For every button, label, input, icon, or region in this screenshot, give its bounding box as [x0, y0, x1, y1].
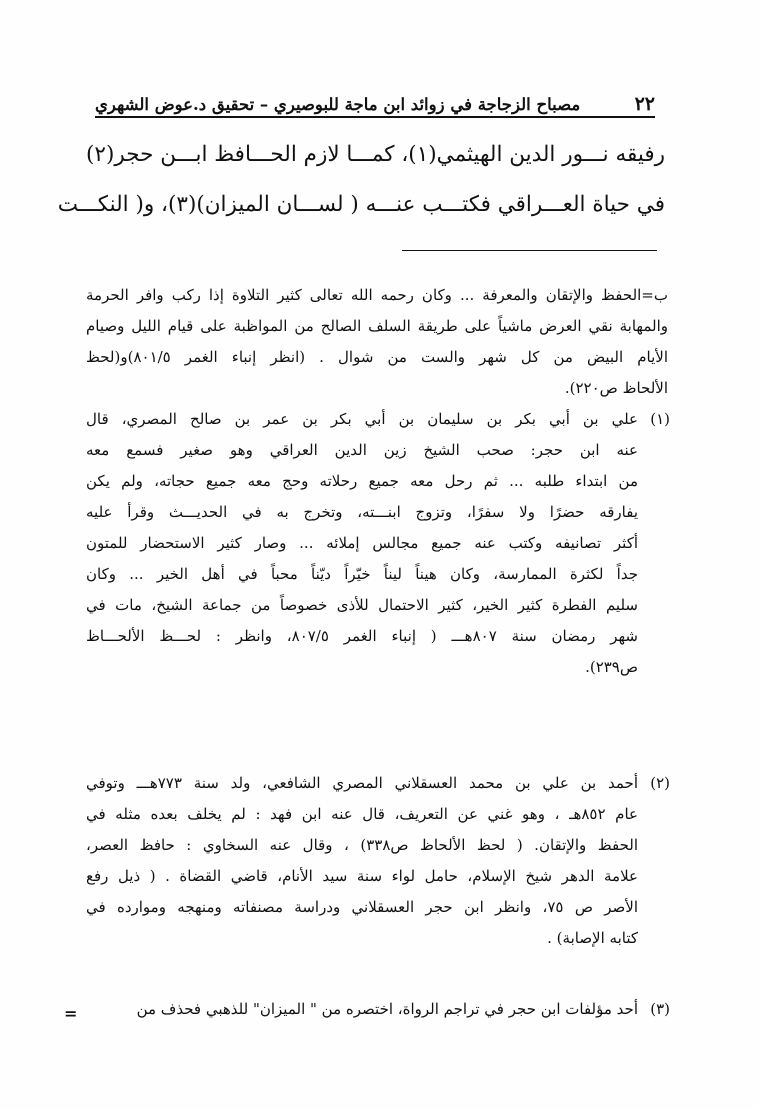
footnote-line: أحد مؤلفات ابن حجر في تراجم الرواة، اختصره من " الميزان" للذهبي فحذف من	[136, 1000, 638, 1018]
footnote-line: ب=الحفظ والإتقان والمعرفة ... وكان رحمه الله تعالى كثير التلاوة إذا ركب وافر الحرمة	[86, 286, 668, 304]
footnote-line: أحمد بن علي بن محمد العسقلاني المصري الشافعي، ولد سنة ٧٧٣هـــ وتوفي	[86, 774, 638, 792]
footnote-number: (٢)	[650, 774, 670, 792]
footnote-line: من ابتداء طلبه ... ثم رحل معه جميع رحلاته وحج معه جميع حجاته، ولم يكن	[86, 472, 638, 490]
footnote-line: كتابه الإصابة) .	[547, 929, 638, 947]
running-header	[95, 84, 655, 118]
footnote-line: عنه ابن حجر: صحب الشيخ زين الدين العراقي وهو صغير فسمع معه	[86, 441, 638, 459]
footnote-line: والمهابة نقي العرض ماشياً على طريقة السلف الصالح من المواظبة على قيام الليل وصيام	[86, 317, 668, 335]
footnote-line: علامة الدهر شيخ الإسلام، حامل لواء سنة سيد الأنام، قاضي القضاة . ( ذيل رفع	[86, 867, 638, 885]
footnote-continuation	[86, 280, 668, 404]
footnote-1	[86, 404, 670, 683]
page-number: ٢٢	[634, 93, 655, 115]
footnote-line: ص٢٣٩).	[585, 658, 638, 676]
footnote-separator	[402, 250, 657, 251]
footnote-line: الأصر ص ٧٥، وانظر ابن حجر العسقلاني ودراسة مصنفاته ومنهجه وموارده في	[86, 898, 638, 916]
main-text	[57, 130, 665, 230]
footnote-3	[86, 994, 670, 1025]
footnote-number: (٣)	[650, 1000, 670, 1018]
main-text-line: رفيقه نـــور الدين الهيثمي(١)، كمـــا لازم الحـــافظ ابـــن حجر(٢)	[86, 142, 665, 167]
footnote-line: الأيام البيض من كل شهر والست من شوال . (انظر إنباء الغمر ٨٠١/٥)و(لحظ	[86, 348, 668, 366]
main-text-line: في حياة العـــراقي فكتـــب عنـــه ( لســـان الميزان)(٣)، و( النكـــت	[57, 192, 665, 217]
footnote-line: أكثر تصانيفه وكتب عنه جميع مجالس إملائه ... وصار كثير الاستحضار للمتون	[86, 534, 638, 552]
footnote-line: الحفظ والإتقان. ( لحظ الألحاظ ص٣٣٨) ، وقال عنه السخاوي : حافظ العصر،	[86, 836, 638, 854]
footnote-line: علي بن أبي بكر بن سليمان بن أبي بكر بن عمر بن صالح المصري، قال	[86, 410, 638, 428]
footnote-line: شهر رمضان سنة ٨٠٧هـــ ( إنباء الغمر ٨٠٧/٥، وانظر : لحـــظ الألحـــاظ	[86, 627, 638, 645]
continued-mark: =	[64, 1004, 78, 1023]
running-title: مصباح الزجاجة في زوائد ابن ماجة للبوصيري – تحقيق د.عوض الشهري	[95, 95, 581, 114]
footnote-2	[86, 768, 670, 954]
footnote-line: عام ٨٥٢هـ ، وهو غني عن التعريف، قال عنه ابن فهد : لم يخلف بعده مثله في	[86, 805, 638, 823]
footnote-line: سليم الفطرة كثير الخير، كثير الاحتمال للأذى خصوصاً من جماعة الشيخ، مات في	[86, 596, 638, 614]
footnote-number: (١)	[650, 410, 670, 428]
footnote-line: يفارقه حضرًا ولا سفرًا، وتزوج ابنـــته، وتخرج به في الحديـــث وقرأ عليه	[86, 503, 638, 521]
footnote-line: الألحاظ ص٢٢٠).	[564, 379, 668, 397]
footnote-line: جداً لكثرة الممارسة، وكان هيناً ليناً خيّراً ديّناً محباً في أهل الخير ... وكان	[86, 565, 638, 583]
